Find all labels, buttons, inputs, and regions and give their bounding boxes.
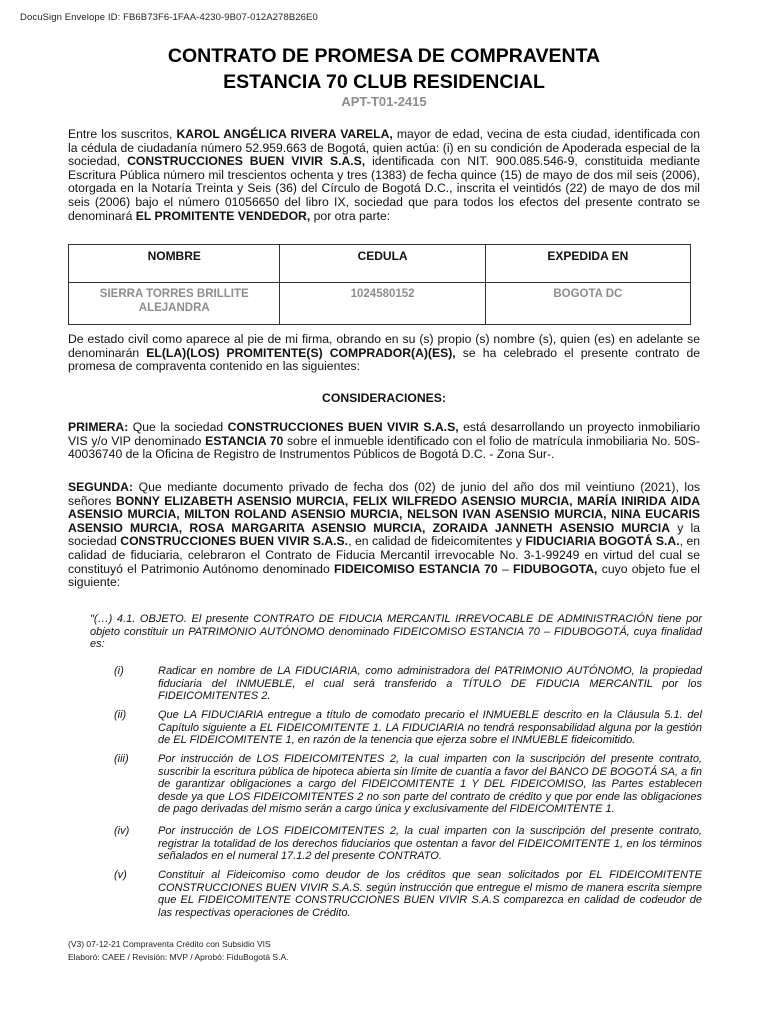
item-text: Por instrucción de LOS FIDEICOMITENTES 2, la cual imparten con la suscripción del presente contrato, suscribir la escritura pública de hipoteca abierta sin límite de cuantía a favor del BANCO DE BOGOTÁ SA, a fin de garantizar obligaciones a cargo del FIDEICOMITENTE 1 Y DEL FIDEICOMISO, las Partes establecen desde ya que LOS FIDEICOMITENTES 2 no son parte del contrato de crédito y que por ende las obligaciones de pago derivadas del mismo serán a cargo única y exclusivamente del FIDEICOMITENTE 1. bbox=[158, 753, 702, 816]
item-number: (iv) bbox=[114, 825, 130, 837]
consideraciones-heading: CONSIDERACIONES: bbox=[322, 391, 446, 405]
item-text: Constituir al Fideicomiso como deudor de los créditos que sean solicitados por EL FIDEICOMITENTE CONSTRUCCIONES BUEN VIVIR S.A.S. según instrucción que entregue el mismo de manera escrita siempre que EL FIDEICOMITENTE CONSTRUCCIONES BUEN VIVIR S.A.S comparezca en calidad de codeudor de las respectivas operaciones de Crédito. bbox=[158, 869, 702, 919]
footer-approvals: Elaboró: CAEE / Revisión: MVP / Aprobó: FiduBogotá S.A. bbox=[68, 952, 289, 962]
apartment-code: APT-T01-2415 bbox=[341, 94, 427, 109]
item-text: Por instrucción de LOS FIDEICOMITENTES 2, la cual imparten con la suscripción del presente contrato, registrar la totalidad de los derechos fiduciarios que ostentan a favor del FIDEICOMITENTE 1, en los términos señalados en el numeral 17.1.2 del presente CONTRATO. bbox=[158, 825, 702, 863]
intro-paragraph: Entre los suscritos, KAROL ANGÉLICA RIVERA VARELA, mayor de edad, vecina de esta ciudad, identificada con la cédula de ciudadanía número 52.959.663 de Bogotá, quien actúa: (i) en su condición de Apoderada especial de la sociedad, CONSTRUCCIONES BUEN VIVIR S.A.S, identificada con NIT. 900.085.546-9, constituida mediante Escritura Pública número mil trescientos ochenta y tres (1383) de fecha quince (15) de mayo de dos mil seis (2006), otorgada en la Notaría Treinta y Seis (36) del Círculo de Bogotá D.C., inscrita el veintidós (22) de mayo de dos mil seis (2006) bajo el número 01056650 del libro IX, sociedad que para todos los efectos del presente contrato se denominará EL PROMITENTE VENDEDOR, por otra parte: bbox=[68, 127, 700, 223]
project-title: ESTANCIA 70 CLUB RESIDENCIAL bbox=[223, 71, 545, 93]
estado-civil-paragraph: De estado civil como aparece al pie de mi firma, obrando en su (s) propio (s) nombre (s), quien (es) en adelante se denominarán EL(LA)(LOS) PROMITENTE(S) COMPRADOR(A)(ES), se ha celebrado el presente contrato de promesa de compraventa contenido en las siguientes: bbox=[68, 332, 700, 374]
header-expedida: EXPEDIDA EN bbox=[485, 245, 690, 283]
cell-nombre: SIERRA TORRES BRILLITE ALEJANDRA bbox=[69, 283, 280, 325]
header-cedula: CEDULA bbox=[280, 245, 485, 283]
list-item bbox=[114, 753, 702, 816]
cell-expedida: BOGOTA DC bbox=[485, 283, 690, 325]
item-number: (v) bbox=[114, 869, 127, 881]
list-item bbox=[114, 709, 702, 747]
parties-table bbox=[68, 244, 691, 325]
item-number: (i) bbox=[114, 665, 124, 677]
item-number: (iii) bbox=[114, 753, 129, 765]
item-text: Que LA FIDUCIARIA entregue a título de comodato precario el INMUEBLE descrito en la Cláusula 5.1. del Capítulo siguiente a EL FIDEICOMITENTE 1. LA FIDUCIARIA no tendrá responsabilidad alguna por la gestión de EL FIDEICOMITENTE 1, en razón de la tenencia que ejerza sobre el INMUEBLE fideicomitido. bbox=[158, 709, 702, 747]
list-item bbox=[114, 869, 702, 919]
primera-paragraph: PRIMERA: Que la sociedad CONSTRUCCIONES BUEN VIVIR S.A.S, está desarrollando un proyecto inmobiliario VIS y/o VIP denominado ESTANCIA 70 sobre el inmueble identificado con el folio de matrícula inmobiliaria No. 50S-40036740 de la Oficina de Registro de Instrumentos Públicos de Bogotá D.C. - Zona Sur-. bbox=[68, 420, 701, 462]
fiducia-objeto-quote: "(…) 4.1. OBJETO. El presente CONTRATO DE FIDUCIA MERCANTIL IRREVOCABLE DE ADMINISTRACIÓN tiene por objeto constituir un PATRIMONIO AUTÓNOMO denominado FIDEICOMISO ESTANCIA 70 – FIDUBOGOTÁ, cuya finalidad es: bbox=[90, 613, 702, 651]
segunda-paragraph: SEGUNDA: Que mediante documento privado de fecha dos (02) de junio del año dos mil veintiuno (2021), los señores BONNY ELIZABETH ASENSIO MURCIA, FELIX WILFREDO ASENSIO MURCIA, MARÍA INIRIDA AIDA ASENSIO MURCIA, MILTON ROLAND ASENSIO MURCIA, NELSON IVAN ASENSIO MURCIA, NINA EUCARIS ASENSIO MURCIA, ROSA MARGARITA ASENSIO MURCIA, ZORAIDA JANNETH ASENSIO MURCIA y la sociedad CONSTRUCCIONES BUEN VIVIR S.A.S., en calidad de fideicomitentes y FIDUCIARIA BOGOTÁ S.A., en calidad de fiduciaria, celebraron el Contrato de Fiducia Mercantil irrevocable No. 3-1-99249 en virtud del cual se constituyó el Patrimonio Autónomo denominado FIDEICOMISO ESTANCIA 70 – FIDUBOGOTA, cuyo objeto fue el siguiente: bbox=[68, 480, 700, 590]
item-text: Radicar en nombre de LA FIDUCIARIA, como administradora del PATRIMONIO AUTÓNOMO, la propiedad fiduciaria del INMUEBLE, el cual será transferido a TÍTULO DE FIDUCIA MERCANTIL por los FIDEICOMITENTES 2. bbox=[158, 665, 702, 703]
item-number: (ii) bbox=[114, 709, 127, 721]
cell-cedula: 1024580152 bbox=[280, 283, 485, 325]
docusign-envelope-id: DocuSign Envelope ID: FB6B73F6-1FAA-4230-9B07-012A278B26E0 bbox=[20, 12, 318, 23]
footer-version: (V3) 07-12-21 Compraventa Crédito con Subsidio VIS bbox=[68, 939, 271, 949]
table-row bbox=[69, 283, 691, 325]
contract-title: CONTRATO DE PROMESA DE COMPRAVENTA bbox=[167, 45, 601, 67]
list-item bbox=[114, 665, 702, 703]
list-item bbox=[114, 825, 702, 863]
header-nombre: NOMBRE bbox=[69, 245, 280, 283]
